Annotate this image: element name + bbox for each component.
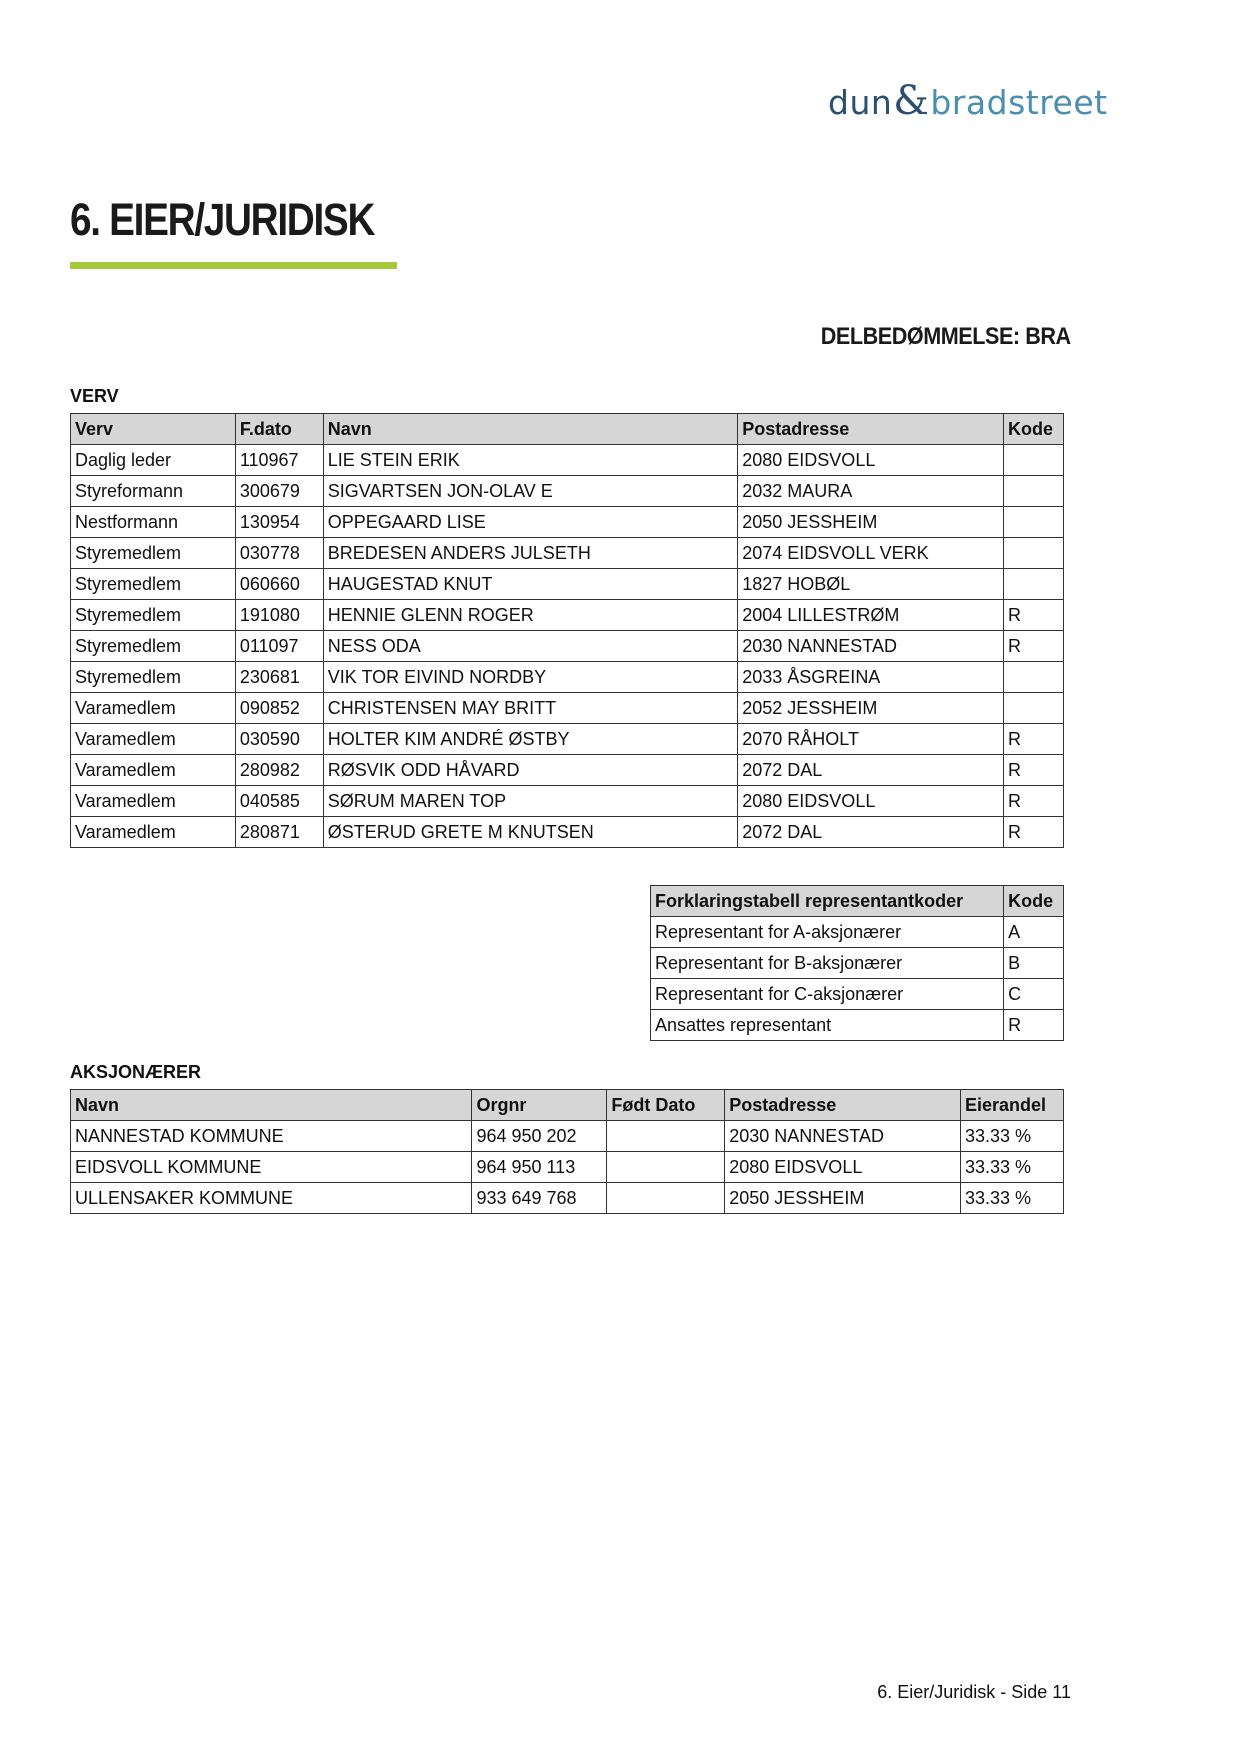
aksjonaerer-header-eierandel: Eierandel [961, 1090, 1064, 1121]
cell-kode: R [1004, 817, 1064, 848]
cell-fdato: 280871 [235, 817, 323, 848]
cell-postadresse: 2072 DAL [738, 817, 1004, 848]
cell-fodt-dato [607, 1121, 725, 1152]
rating-label: DELBEDØMMELSE: BRA [821, 323, 1071, 350]
legend-header-description: Forklaringstabell representantkoder [651, 886, 1004, 917]
aksjonaerer-header-orgnr: Orgnr [472, 1090, 607, 1121]
legend-header-kode: Kode [1004, 886, 1064, 917]
verv-header-row [71, 414, 1064, 445]
table-row [71, 600, 1064, 631]
cell-postadresse: 2004 LILLESTRØM [738, 600, 1004, 631]
table-row [651, 948, 1064, 979]
cell-eierandel: 33.33 % [961, 1152, 1064, 1183]
cell-navn: VIK TOR EIVIND NORDBY [323, 662, 738, 693]
legend-table [650, 885, 1064, 1041]
verv-header-postadresse: Postadresse [738, 414, 1004, 445]
cell-navn: RØSVIK ODD HÅVARD [323, 755, 738, 786]
cell-kode [1004, 507, 1064, 538]
logo-ampersand: & [893, 78, 930, 124]
cell-verv: Varamedlem [71, 786, 236, 817]
cell-postadresse: 2080 EIDSVOLL [725, 1152, 961, 1183]
cell-verv: Nestformann [71, 507, 236, 538]
cell-fdato: 090852 [235, 693, 323, 724]
cell-kode [1004, 662, 1064, 693]
table-row [71, 724, 1064, 755]
table-row [71, 786, 1064, 817]
cell-navn: HENNIE GLENN ROGER [323, 600, 738, 631]
cell-kode: R [1004, 724, 1064, 755]
table-row [71, 507, 1064, 538]
cell-postadresse: 2032 MAURA [738, 476, 1004, 507]
cell-postadresse: 2030 NANNESTAD [738, 631, 1004, 662]
aksjonaerer-section-label: AKSJONÆRER [70, 1062, 202, 1082]
cell-fdato: 300679 [235, 476, 323, 507]
cell-navn: LIE STEIN ERIK [323, 445, 738, 476]
table-row [71, 445, 1064, 476]
cell-fdato: 110967 [235, 445, 323, 476]
legend-cell-description: Representant for C-aksjonærer [651, 979, 1004, 1010]
cell-kode: R [1004, 786, 1064, 817]
table-row [71, 693, 1064, 724]
cell-fdato: 280982 [235, 755, 323, 786]
cell-kode [1004, 476, 1064, 507]
legend-cell-kode: C [1004, 979, 1064, 1010]
cell-kode [1004, 538, 1064, 569]
aksjonaerer-header-row [71, 1090, 1064, 1121]
cell-verv: Styremedlem [71, 600, 236, 631]
page-footer: 6. Eier/Juridisk - Side 11 [877, 1682, 1071, 1702]
cell-postadresse: 2080 EIDSVOLL [738, 786, 1004, 817]
cell-kode: R [1004, 631, 1064, 662]
aksjonaerer-header-fodt-dato: Født Dato [607, 1090, 725, 1121]
table-row [71, 755, 1064, 786]
cell-kode [1004, 569, 1064, 600]
cell-verv: Varamedlem [71, 724, 236, 755]
cell-orgnr: 964 950 202 [472, 1121, 607, 1152]
verv-table [70, 413, 1064, 848]
cell-fdato: 130954 [235, 507, 323, 538]
cell-postadresse: 2072 DAL [738, 755, 1004, 786]
table-row [71, 569, 1064, 600]
cell-fdato: 040585 [235, 786, 323, 817]
table-row [71, 662, 1064, 693]
cell-orgnr: 964 950 113 [472, 1152, 607, 1183]
cell-verv: Styremedlem [71, 662, 236, 693]
cell-navn: SØRUM MAREN TOP [323, 786, 738, 817]
verv-header-fdato: F.dato [235, 414, 323, 445]
cell-fdato: 191080 [235, 600, 323, 631]
cell-fdato: 060660 [235, 569, 323, 600]
cell-kode: R [1004, 755, 1064, 786]
table-row [71, 631, 1064, 662]
table-row [71, 1152, 1064, 1183]
cell-verv: Varamedlem [71, 693, 236, 724]
cell-verv: Varamedlem [71, 817, 236, 848]
cell-kode: R [1004, 600, 1064, 631]
cell-fdato: 030590 [235, 724, 323, 755]
cell-postadresse: 2033 ÅSGREINA [738, 662, 1004, 693]
table-row [71, 817, 1064, 848]
cell-postadresse: 2080 EIDSVOLL [738, 445, 1004, 476]
page-title: 6. EIER/JURIDISK [70, 194, 375, 245]
title-underline [70, 262, 397, 269]
cell-navn: BREDESEN ANDERS JULSETH [323, 538, 738, 569]
cell-eierandel: 33.33 % [961, 1183, 1064, 1214]
cell-fodt-dato [607, 1152, 725, 1183]
cell-navn: CHRISTENSEN MAY BRITT [323, 693, 738, 724]
cell-navn: SIGVARTSEN JON-OLAV E [323, 476, 738, 507]
cell-navn: EIDSVOLL KOMMUNE [71, 1152, 472, 1183]
cell-postadresse: 2050 JESSHEIM [725, 1183, 961, 1214]
cell-verv: Styremedlem [71, 631, 236, 662]
cell-postadresse: 2070 RÅHOLT [738, 724, 1004, 755]
cell-verv: Varamedlem [71, 755, 236, 786]
table-row [651, 1010, 1064, 1041]
cell-navn: ULLENSAKER KOMMUNE [71, 1183, 472, 1214]
cell-navn: NANNESTAD KOMMUNE [71, 1121, 472, 1152]
cell-verv: Styremedlem [71, 569, 236, 600]
cell-postadresse: 2052 JESSHEIM [738, 693, 1004, 724]
cell-navn: NESS ODA [323, 631, 738, 662]
logo-text-bradstreet: bradstreet [930, 83, 1108, 122]
cell-eierandel: 33.33 % [961, 1121, 1064, 1152]
table-row [71, 538, 1064, 569]
cell-postadresse: 2030 NANNESTAD [725, 1121, 961, 1152]
table-row [71, 1121, 1064, 1152]
legend-cell-description: Ansattes representant [651, 1010, 1004, 1041]
cell-navn: HOLTER KIM ANDRÉ ØSTBY [323, 724, 738, 755]
cell-fdato: 030778 [235, 538, 323, 569]
cell-verv: Styremedlem [71, 538, 236, 569]
legend-cell-kode: A [1004, 917, 1064, 948]
cell-fdato: 011097 [235, 631, 323, 662]
verv-section-label: VERV [70, 386, 119, 406]
cell-orgnr: 933 649 768 [472, 1183, 607, 1214]
logo-text-dun: dun [828, 83, 893, 122]
cell-navn: ØSTERUD GRETE M KNUTSEN [323, 817, 738, 848]
legend-cell-description: Representant for B-aksjonærer [651, 948, 1004, 979]
cell-kode [1004, 693, 1064, 724]
verv-header-verv: Verv [71, 414, 236, 445]
cell-navn: HAUGESTAD KNUT [323, 569, 738, 600]
cell-kode [1004, 445, 1064, 476]
verv-header-navn: Navn [323, 414, 738, 445]
table-row [71, 1183, 1064, 1214]
legend-cell-description: Representant for A-aksjonærer [651, 917, 1004, 948]
cell-postadresse: 1827 HOBØL [738, 569, 1004, 600]
aksjonaerer-table [70, 1089, 1064, 1214]
cell-postadresse: 2074 EIDSVOLL VERK [738, 538, 1004, 569]
verv-header-kode: Kode [1004, 414, 1064, 445]
table-row [651, 917, 1064, 948]
legend-cell-kode: B [1004, 948, 1064, 979]
legend-header-row [651, 886, 1064, 917]
cell-postadresse: 2050 JESSHEIM [738, 507, 1004, 538]
legend-cell-kode: R [1004, 1010, 1064, 1041]
aksjonaerer-header-postadresse: Postadresse [725, 1090, 961, 1121]
cell-fodt-dato [607, 1183, 725, 1214]
dun-bradstreet-logo [828, 78, 1108, 124]
table-row [71, 476, 1064, 507]
cell-verv: Daglig leder [71, 445, 236, 476]
aksjonaerer-header-navn: Navn [71, 1090, 472, 1121]
cell-fdato: 230681 [235, 662, 323, 693]
cell-navn: OPPEGAARD LISE [323, 507, 738, 538]
table-row [651, 979, 1064, 1010]
cell-verv: Styreformann [71, 476, 236, 507]
